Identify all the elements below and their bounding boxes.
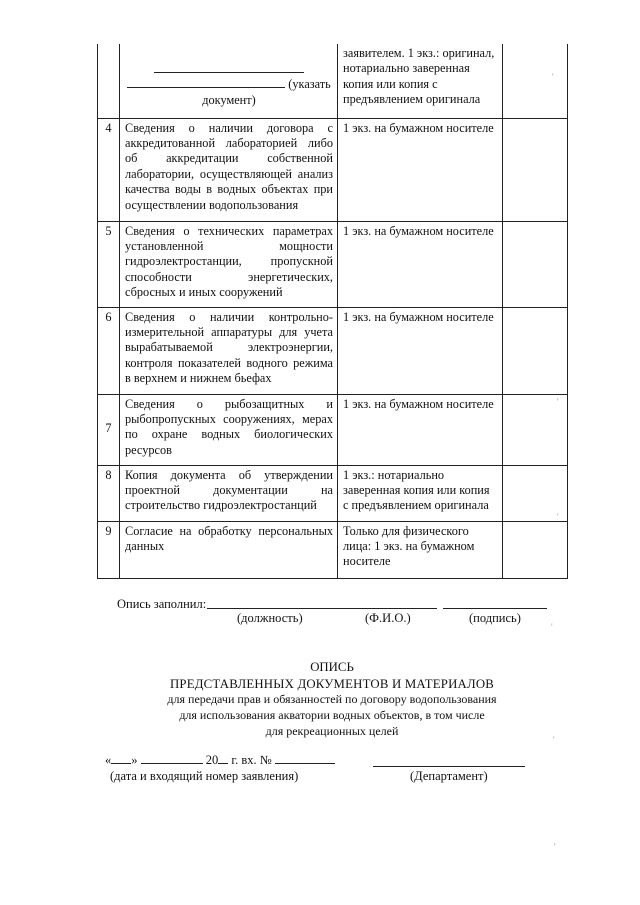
date-caption: (дата и входящий номер заявления) [110,769,299,783]
table-row [98,521,568,578]
scan-mark: ' [553,735,555,745]
quote-close: » [131,753,138,767]
document-name-hint: (указать [288,77,331,92]
row-number: 7 [98,394,120,465]
filled-by-label: Опись заполнил: [117,597,207,611]
row-number [98,44,120,118]
row-number: 8 [98,465,120,521]
department-caption: (Департамент) [410,769,488,783]
row-format: 1 экз. на бумажном носителе [338,221,503,307]
row-note [503,44,568,118]
department-field[interactable] [373,766,525,767]
table-row [98,118,568,221]
table-row [98,221,568,307]
row-format: Только для физического лица: 1 экз. на бумажном носителе [338,521,503,578]
row-note [503,521,568,578]
row-format: 1 экз. на бумажном носителе [338,394,503,465]
row-note [503,307,568,394]
document-name-blank [154,72,304,73]
registration-number-field[interactable] [275,752,335,764]
scan-mark: ' [552,72,554,82]
inventory-purpose-line-2: для использования акватории водных объектов, в том числе [179,708,485,722]
row-number: 9 [98,521,120,578]
year-field[interactable] [218,752,228,764]
inventory-purpose-line-1: для передачи прав и обязанностей по договору водопользования [167,692,497,706]
table-row [98,465,568,521]
signature-caption: (подпись) [469,611,521,625]
row-number: 4 [98,118,120,221]
row-description [120,44,338,118]
quote-open: « [105,753,112,767]
document-name-blank [127,87,285,88]
row-description: Согласие на обработку персональных данных [120,521,338,578]
row-format: 1 экз. на бумажном носителе [338,118,503,221]
row-description: Сведения о наличии договора с аккредитованной лабораторией либо об аккредитации собственной лаборатории, осуществляющей анализ качества воды в водных объектах при осуществлении водопользования [120,118,338,221]
row-note [503,118,568,221]
signature-line[interactable] [443,608,547,609]
row-description: Сведения о рыбозащитных и рыбопропускных сооружениях, мерах по охране водных биологических ресурсов [120,394,338,465]
application-date-row [105,752,535,783]
day-field[interactable] [111,752,131,764]
document-name-hint-end: документ) [202,92,256,107]
row-format: 1 экз. на бумажном носителе [338,307,503,394]
documents-table [97,44,568,579]
year-prefix: 20 [205,753,219,767]
name-caption: (Ф.И.О.) [365,611,411,625]
scan-mark: ' [557,512,559,522]
row-description: Сведения о наличии контрольно-измерительной аппаратуры для учета вырабатываемой электроэнергии, контроля показателей водного режима в верхнем и нижнем бьефах [120,307,338,394]
row-note [503,221,568,307]
scan-mark: ' [551,622,553,632]
month-field[interactable] [141,752,203,764]
row-format: заявителем. 1 экз.: оригинал, нотариально заверенная копия или копия с предъявлением оригинала [338,44,503,118]
row-description: Копия документа об утверждении проектной документации на строительство гидроэлектростанций [120,465,338,521]
row-number: 5 [98,221,120,307]
table-row [98,44,568,118]
inventory-subtitle: ПРЕДСТАВЛЕННЫХ ДОКУМЕНТОВ И МАТЕРИАЛОВ [169,677,495,691]
table-row [98,394,568,465]
scan-mark: ' [557,397,559,407]
registration-label: г. вх. № [231,753,272,767]
table-row [98,307,568,394]
position-name-line[interactable] [207,608,437,609]
inventory-title: ОПИСЬ [310,660,354,674]
row-description: Сведения о технических параметрах установленной мощности гидроэлектростанции, пропускной способности энергетических, сбросных и иных сооружений [120,221,338,307]
position-caption: (должность) [237,611,303,625]
row-number: 6 [98,307,120,394]
row-format: 1 экз.: нотариально заверенная копия или копия с предъявлением оригинала [338,465,503,521]
scan-mark: ' [554,842,556,852]
inventory-purpose-line-3: для рекреационных целей [265,724,399,738]
